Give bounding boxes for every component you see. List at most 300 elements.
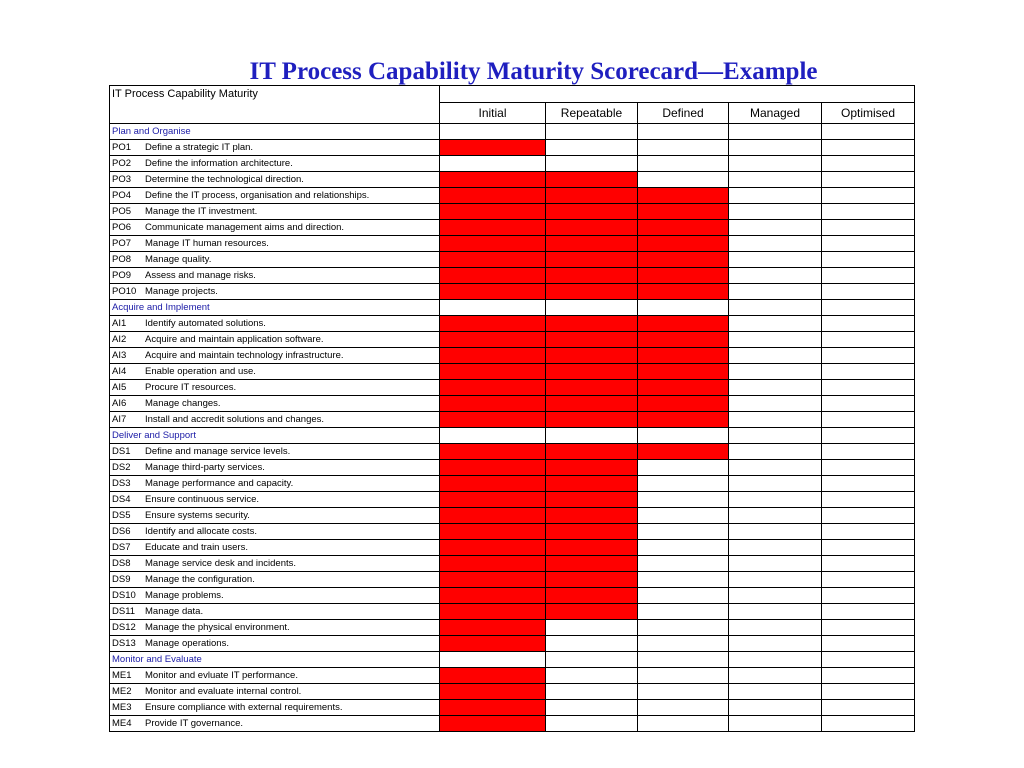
maturity-cell-empty	[638, 572, 729, 588]
maturity-cell-empty	[822, 684, 915, 700]
process-label	[110, 444, 440, 460]
process-row	[110, 396, 915, 412]
maturity-cell-filled	[546, 316, 638, 332]
maturity-cell-filled	[440, 172, 546, 188]
process-description: Provide IT governance.	[145, 718, 244, 729]
maturity-cell-filled	[546, 492, 638, 508]
maturity-cell-filled	[638, 412, 729, 428]
maturity-cell	[822, 428, 915, 444]
maturity-cell-filled	[440, 364, 546, 380]
maturity-cell-filled	[638, 252, 729, 268]
process-label	[110, 236, 440, 252]
maturity-cell-empty	[822, 156, 915, 172]
maturity-cell	[440, 124, 546, 140]
process-label	[110, 252, 440, 268]
maturity-cell-filled	[440, 396, 546, 412]
maturity-cell-empty	[729, 140, 822, 156]
maturity-cell-filled	[440, 220, 546, 236]
maturity-cell-empty	[822, 364, 915, 380]
maturity-cell-filled	[440, 668, 546, 684]
process-description: Educate and train users.	[145, 542, 248, 553]
process-description: Acquire and maintain application software.	[145, 334, 324, 345]
maturity-cell-empty	[729, 380, 822, 396]
maturity-cell-filled	[546, 412, 638, 428]
process-row	[110, 668, 915, 684]
process-row	[110, 364, 915, 380]
maturity-cell-filled	[546, 204, 638, 220]
process-row	[110, 492, 915, 508]
process-row	[110, 524, 915, 540]
process-row	[110, 220, 915, 236]
maturity-cell-filled	[440, 380, 546, 396]
process-row	[110, 476, 915, 492]
maturity-cell-empty	[822, 380, 915, 396]
maturity-cell-empty	[729, 220, 822, 236]
header-row-top	[110, 86, 915, 103]
header-blank	[110, 103, 440, 124]
maturity-cell-filled	[638, 268, 729, 284]
maturity-cell-empty	[729, 348, 822, 364]
process-label	[110, 524, 440, 540]
page-title: IT Process Capability Maturity Scorecard—Example	[249, 58, 818, 85]
maturity-cell-empty	[729, 668, 822, 684]
process-label	[110, 364, 440, 380]
maturity-cell-filled	[440, 684, 546, 700]
maturity-cell-filled	[546, 588, 638, 604]
maturity-cell-filled	[440, 540, 546, 556]
maturity-cell-filled	[440, 316, 546, 332]
maturity-cell-filled	[440, 716, 546, 732]
maturity-cell-filled	[440, 476, 546, 492]
process-code: AI7	[112, 414, 127, 425]
maturity-cell-filled	[546, 252, 638, 268]
process-row	[110, 332, 915, 348]
process-description: Manage third-party services.	[145, 462, 265, 473]
maturity-cell-empty	[729, 684, 822, 700]
maturity-cell-empty	[729, 508, 822, 524]
process-code: AI2	[112, 334, 127, 345]
process-label	[110, 396, 440, 412]
maturity-cell-empty	[729, 524, 822, 540]
maturity-cell-empty	[638, 668, 729, 684]
process-row	[110, 604, 915, 620]
process-label	[110, 572, 440, 588]
process-code: DS3	[112, 478, 131, 489]
maturity-cell-empty	[822, 508, 915, 524]
maturity-cell-empty	[638, 540, 729, 556]
maturity-cell-filled	[546, 476, 638, 492]
process-code: PO9	[112, 270, 132, 281]
maturity-cell-empty	[729, 412, 822, 428]
process-row	[110, 716, 915, 732]
maturity-cell-filled	[546, 188, 638, 204]
process-code: ME3	[112, 702, 132, 713]
maturity-cell-filled	[546, 172, 638, 188]
process-description: Assess and manage risks.	[145, 270, 256, 281]
maturity-cell-empty	[729, 396, 822, 412]
maturity-cell-filled	[440, 140, 546, 156]
maturity-cell-filled	[638, 236, 729, 252]
process-row	[110, 316, 915, 332]
maturity-cell-empty	[822, 588, 915, 604]
maturity-cell-empty	[546, 140, 638, 156]
group-label: Plan and Organise	[110, 124, 440, 140]
process-row	[110, 236, 915, 252]
process-code: PO3	[112, 174, 132, 185]
maturity-cell-filled	[546, 268, 638, 284]
process-label	[110, 380, 440, 396]
maturity-cell-filled	[440, 412, 546, 428]
process-label	[110, 604, 440, 620]
maturity-cell-filled	[440, 588, 546, 604]
maturity-cell-filled	[546, 540, 638, 556]
maturity-cell-filled	[546, 524, 638, 540]
header-spacer	[440, 86, 915, 103]
maturity-cell-empty	[822, 284, 915, 300]
process-label	[110, 204, 440, 220]
process-code: AI6	[112, 398, 127, 409]
maturity-cell-filled	[546, 348, 638, 364]
maturity-cell	[546, 428, 638, 444]
maturity-cell-filled	[440, 460, 546, 476]
maturity-cell-filled	[546, 236, 638, 252]
process-row	[110, 348, 915, 364]
group-row	[110, 652, 915, 668]
process-row	[110, 204, 915, 220]
maturity-cell-filled	[638, 316, 729, 332]
process-description: Monitor and evluate IT performance.	[145, 670, 298, 681]
header-row-levels	[110, 103, 915, 124]
process-row	[110, 172, 915, 188]
maturity-cell-empty	[822, 204, 915, 220]
maturity-cell	[822, 652, 915, 668]
process-row	[110, 556, 915, 572]
process-row	[110, 284, 915, 300]
process-row	[110, 636, 915, 652]
process-description: Ensure compliance with external requirements.	[145, 702, 343, 713]
process-description: Identify automated solutions.	[145, 318, 266, 329]
process-description: Define and manage service levels.	[145, 446, 291, 457]
maturity-cell-filled	[638, 220, 729, 236]
process-description: Ensure continuous service.	[145, 494, 260, 505]
process-description: Define the IT process, organisation and relationships.	[145, 190, 370, 201]
process-code: PO1	[112, 142, 132, 153]
process-label	[110, 172, 440, 188]
maturity-cell	[822, 300, 915, 316]
process-description: Ensure systems security.	[145, 510, 250, 521]
process-description: Enable operation and use.	[145, 366, 256, 377]
maturity-cell-filled	[440, 524, 546, 540]
maturity-cell-empty	[729, 700, 822, 716]
group-row	[110, 300, 915, 316]
group-label: Deliver and Support	[110, 428, 440, 444]
maturity-cell-filled	[638, 188, 729, 204]
process-row	[110, 268, 915, 284]
maturity-cell-filled	[440, 236, 546, 252]
process-label	[110, 588, 440, 604]
maturity-cell-empty	[729, 316, 822, 332]
process-row	[110, 540, 915, 556]
process-label	[110, 348, 440, 364]
maturity-cell-filled	[546, 332, 638, 348]
maturity-cell	[440, 652, 546, 668]
process-label	[110, 492, 440, 508]
process-description: Manage changes.	[145, 398, 221, 409]
process-row	[110, 684, 915, 700]
process-row	[110, 460, 915, 476]
maturity-cell-empty	[546, 620, 638, 636]
process-label	[110, 332, 440, 348]
process-code: PO7	[112, 238, 132, 249]
maturity-cell-empty	[822, 268, 915, 284]
process-description: Determine the technological direction.	[145, 174, 304, 185]
maturity-cell-empty	[729, 364, 822, 380]
maturity-cell-empty	[822, 636, 915, 652]
process-row	[110, 140, 915, 156]
maturity-cell-empty	[729, 716, 822, 732]
maturity-cell	[638, 300, 729, 316]
process-code: DS10	[112, 590, 136, 601]
maturity-cell-empty	[638, 156, 729, 172]
maturity-cell-empty	[440, 156, 546, 172]
process-row	[110, 444, 915, 460]
maturity-cell	[440, 428, 546, 444]
maturity-cell	[729, 124, 822, 140]
maturity-cell-empty	[729, 540, 822, 556]
maturity-cell-filled	[440, 348, 546, 364]
maturity-cell-empty	[822, 332, 915, 348]
maturity-cell-empty	[638, 620, 729, 636]
process-label	[110, 268, 440, 284]
process-code: ME2	[112, 686, 132, 697]
maturity-cell-empty	[546, 716, 638, 732]
process-code: DS13	[112, 638, 136, 649]
process-description: Manage projects.	[145, 286, 218, 297]
level-header-managed: Managed	[729, 103, 822, 124]
maturity-cell-empty	[729, 476, 822, 492]
maturity-cell-empty	[729, 444, 822, 460]
process-code: DS6	[112, 526, 131, 537]
maturity-cell	[546, 652, 638, 668]
maturity-cell-empty	[822, 252, 915, 268]
maturity-cell-empty	[822, 668, 915, 684]
process-row	[110, 156, 915, 172]
maturity-scorecard-table	[109, 85, 915, 732]
maturity-cell-filled	[638, 380, 729, 396]
process-code: DS5	[112, 510, 131, 521]
maturity-cell-empty	[729, 252, 822, 268]
process-row	[110, 620, 915, 636]
maturity-cell-empty	[822, 716, 915, 732]
process-description: Install and accredit solutions and changes.	[145, 414, 325, 425]
maturity-cell-filled	[440, 444, 546, 460]
maturity-cell-empty	[822, 348, 915, 364]
maturity-cell	[638, 124, 729, 140]
maturity-cell-filled	[440, 620, 546, 636]
group-label: Monitor and Evaluate	[110, 652, 440, 668]
maturity-cell	[546, 300, 638, 316]
maturity-cell-empty	[638, 604, 729, 620]
process-label	[110, 684, 440, 700]
maturity-cell-empty	[638, 684, 729, 700]
process-row	[110, 572, 915, 588]
process-description: Communicate management aims and direction.	[145, 222, 345, 233]
process-row	[110, 508, 915, 524]
process-code: DS12	[112, 622, 136, 633]
maturity-cell-filled	[440, 572, 546, 588]
group-row	[110, 124, 915, 140]
maturity-cell-empty	[822, 604, 915, 620]
process-description: Acquire and maintain technology infrastructure.	[145, 350, 344, 361]
maturity-cell-empty	[822, 396, 915, 412]
maturity-cell-empty	[729, 588, 822, 604]
maturity-cell-empty	[638, 716, 729, 732]
process-description: Manage performance and capacity.	[145, 478, 294, 489]
maturity-cell-empty	[822, 476, 915, 492]
process-description: Manage service desk and incidents.	[145, 558, 297, 569]
maturity-cell-filled	[440, 636, 546, 652]
process-label	[110, 636, 440, 652]
maturity-cell-filled	[546, 380, 638, 396]
maturity-cell-filled	[546, 284, 638, 300]
maturity-cell	[729, 300, 822, 316]
maturity-cell-filled	[440, 604, 546, 620]
maturity-cell-filled	[440, 188, 546, 204]
process-description: Define the information architecture.	[145, 158, 293, 169]
maturity-cell-filled	[440, 252, 546, 268]
maturity-cell-empty	[638, 172, 729, 188]
maturity-cell-filled	[440, 284, 546, 300]
process-label	[110, 412, 440, 428]
maturity-cell-filled	[440, 332, 546, 348]
process-code: PO8	[112, 254, 132, 265]
process-label	[110, 284, 440, 300]
corner-label: IT Process Capability Maturity	[110, 86, 440, 103]
maturity-cell-filled	[546, 604, 638, 620]
process-code: DS7	[112, 542, 131, 553]
maturity-cell-empty	[638, 140, 729, 156]
process-row	[110, 380, 915, 396]
maturity-cell-empty	[546, 668, 638, 684]
maturity-cell-empty	[729, 332, 822, 348]
process-code: AI4	[112, 366, 127, 377]
process-label	[110, 668, 440, 684]
maturity-cell-filled	[440, 204, 546, 220]
process-label	[110, 620, 440, 636]
maturity-cell-empty	[638, 556, 729, 572]
process-code: PO2	[112, 158, 132, 169]
level-header-defined: Defined	[638, 103, 729, 124]
maturity-cell-empty	[729, 636, 822, 652]
maturity-cell-empty	[729, 572, 822, 588]
process-code: AI1	[112, 318, 127, 329]
process-label	[110, 220, 440, 236]
maturity-cell	[546, 124, 638, 140]
process-description: Define a strategic IT plan.	[145, 142, 254, 153]
maturity-cell-empty	[638, 588, 729, 604]
process-code: PO4	[112, 190, 132, 201]
process-description: Manage operations.	[145, 638, 229, 649]
maturity-cell-empty	[546, 636, 638, 652]
maturity-cell-filled	[440, 700, 546, 716]
maturity-cell-empty	[729, 188, 822, 204]
process-label	[110, 700, 440, 716]
process-label	[110, 476, 440, 492]
process-code: DS11	[112, 606, 136, 617]
maturity-cell	[638, 428, 729, 444]
process-label	[110, 140, 440, 156]
maturity-cell-empty	[638, 492, 729, 508]
process-description: Manage the IT investment.	[145, 206, 258, 217]
maturity-cell-empty	[729, 556, 822, 572]
level-header-initial: Initial	[440, 103, 546, 124]
maturity-cell-empty	[822, 140, 915, 156]
maturity-cell-filled	[546, 444, 638, 460]
maturity-cell-empty	[822, 460, 915, 476]
maturity-cell-empty	[546, 700, 638, 716]
maturity-cell-empty	[729, 604, 822, 620]
maturity-cell-empty	[729, 460, 822, 476]
group-label: Acquire and Implement	[110, 300, 440, 316]
maturity-cell-empty	[822, 172, 915, 188]
process-code: ME1	[112, 670, 132, 681]
maturity-cell-filled	[440, 556, 546, 572]
maturity-cell-empty	[638, 524, 729, 540]
maturity-cell	[729, 652, 822, 668]
maturity-cell-empty	[822, 444, 915, 460]
maturity-cell-empty	[638, 460, 729, 476]
process-description: Manage data.	[145, 606, 204, 617]
process-code: DS1	[112, 446, 131, 457]
maturity-cell-empty	[729, 236, 822, 252]
process-code: AI3	[112, 350, 127, 361]
maturity-cell-empty	[822, 700, 915, 716]
process-code: DS9	[112, 574, 131, 585]
maturity-cell-filled	[546, 220, 638, 236]
maturity-cell-empty	[822, 492, 915, 508]
process-row	[110, 588, 915, 604]
maturity-cell-filled	[638, 348, 729, 364]
process-description: Manage the configuration.	[145, 574, 255, 585]
process-description: Manage problems.	[145, 590, 224, 601]
maturity-cell-empty	[729, 620, 822, 636]
process-description: Monitor and evaluate internal control.	[145, 686, 302, 697]
maturity-cell-filled	[638, 444, 729, 460]
maturity-cell-empty	[822, 572, 915, 588]
process-code: PO5	[112, 206, 132, 217]
process-description: Manage quality.	[145, 254, 212, 265]
process-label	[110, 540, 440, 556]
maturity-cell-filled	[546, 508, 638, 524]
process-code: PO6	[112, 222, 132, 233]
process-code: DS4	[112, 494, 131, 505]
maturity-cell-filled	[638, 204, 729, 220]
maturity-cell-empty	[729, 172, 822, 188]
process-row	[110, 188, 915, 204]
maturity-cell-empty	[729, 204, 822, 220]
process-code: ME4	[112, 718, 132, 729]
maturity-cell-filled	[638, 396, 729, 412]
maturity-cell-empty	[546, 156, 638, 172]
maturity-cell-empty	[729, 268, 822, 284]
process-label	[110, 156, 440, 172]
maturity-cell-empty	[822, 236, 915, 252]
process-label	[110, 716, 440, 732]
maturity-cell-filled	[546, 396, 638, 412]
maturity-cell-empty	[822, 620, 915, 636]
process-code: DS8	[112, 558, 131, 569]
maturity-cell-empty	[638, 700, 729, 716]
